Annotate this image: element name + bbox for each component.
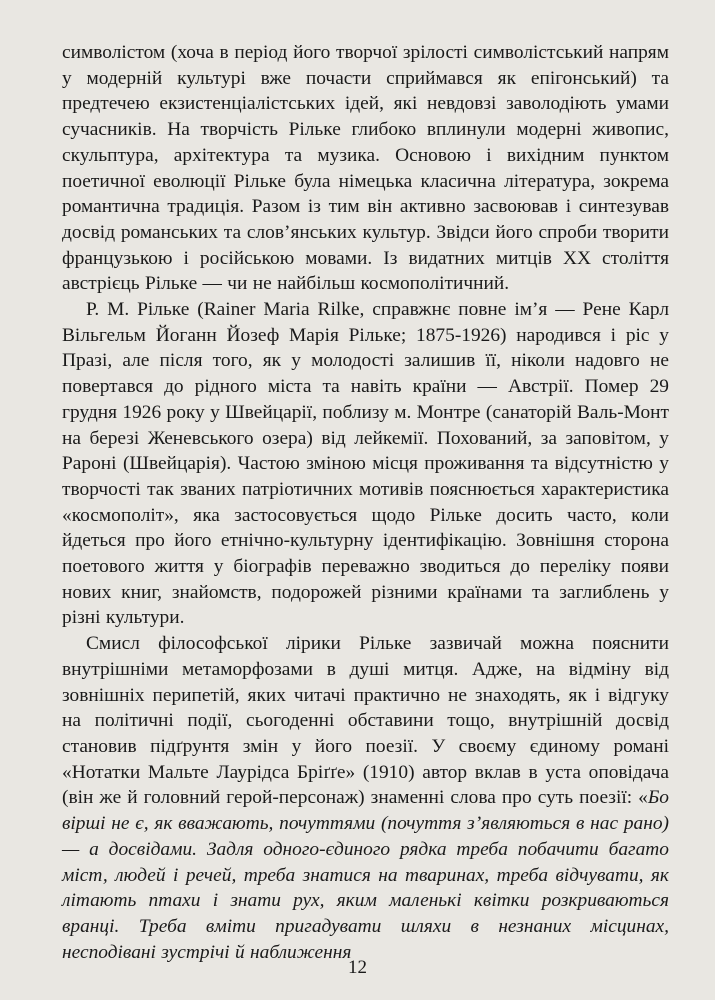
body-text [62,40,669,965]
paragraph-2: Р. М. Рільке (Rainer Maria Rilke, справжнє повне ім’я — Рене Карл Вільгельм Йоганн Йозеф Марія Рільке; 1875-1926) народився і ріс у Празі, але після того, як у молодості залишив її, ніколи надовго не повертався до рідного міста та навіть країни — Австрії. Помер 29 грудня 1926 року у Швейцарії, поблизу м. Монтре (санаторій Валь-Монт на березі Женевського озера) від лейкемії. Похований, за заповітом, у Рароні (Швейцарія). Частою зміною місця проживання та відсутністю у творчості так званих патріотичних мотивів пояснюється характеристика «космополіт», яка застосовується щодо Рільке досить часто, коли йдеться про його етнічно-культурну ідентифікацію. Зовнішня сторона поетового життя у біографів переважно зводиться до переліку появи нових книг, знайомств, подорожей різними країнами та заглиблень у різні культури. [62,299,669,629]
page-number: 12 [348,957,367,978]
paragraph-1: символістом (хоча в період його творчої зрілості символістський напрям у модерній культурі вже почасти сприймався як епігонський) та предтечею екзистенціалістських ідей, які невдовзі заволодіють умами сучасників. На творчість Рільке глибоко вплинули модерні живопис, скульптура, архітектура та музика. Основою і вихідним пунктом поетичної еволюції Рільке була німецька класична література, зокрема романтична традиція. Разом із тим він активно засвоював і синтезував досвід романських та слов’янських культур. Звідси його спроби творити французькою і російською мовами. Із видатних митців XX століття австрієць Рільке — чи не найбільш космополітичний. [62,42,669,295]
paragraph-3 [62,631,669,965]
paragraph-3-text: Смисл філософської лірики Рільке зазвичай можна пояснити внутрішніми метаморфозами в душі митця. Адже, на відміну від зовнішніх перипетій, яких читачі практично не знаходять, як і відгуку на політичні події, сьогоденні обставини тощо, внутрішній досвід становив підґрунтя змін у його поезії. У своєму єдиному романі «Нотатки Мальте Лаурідса Бріґґе» (1910) автор вклав в уста оповідача (він же й головний герой-персонаж) знаменні слова про суть поезії: « [62,633,669,809]
paragraph-3-italic-quote: Бо вірші не є, як вважають, почуттями (почуття з’являються в нас рано) — а досвідами. Задля одного-єдиного рядка треба побачити багато міст, людей і речей, треба знатися на тваринах, треба відчувати, як літають птахи і знати рух, яким маленькі квітки розкриваються вранці. Треба вміти пригадувати шляхи в незнаних місцинах, несподівані зустрічі й наближення [62,787,669,963]
